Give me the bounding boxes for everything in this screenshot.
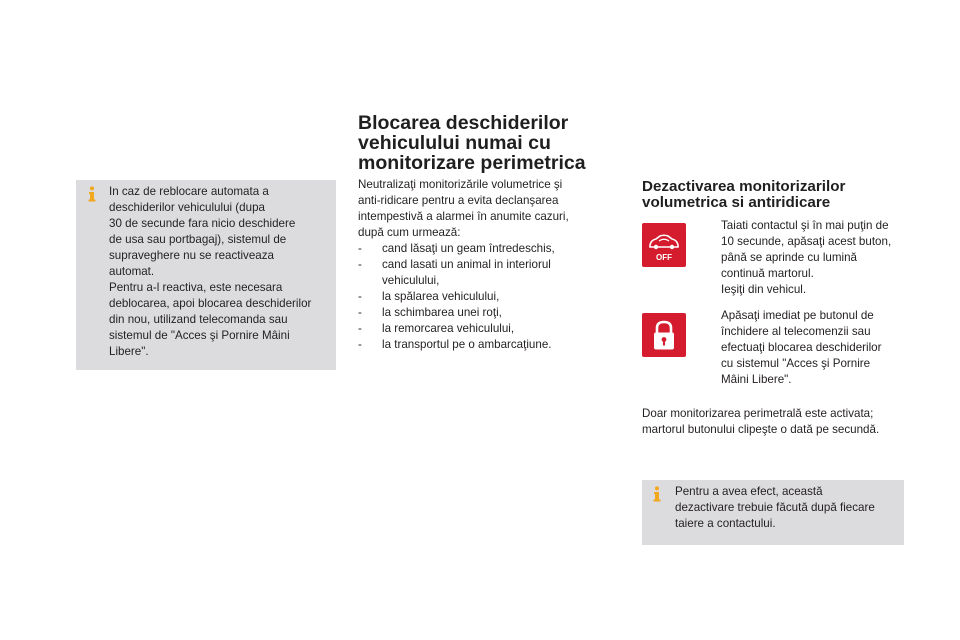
info-line: deschiderilor vehiculului (dupa (109, 201, 265, 214)
list-item (358, 241, 555, 257)
intro-text (358, 177, 569, 241)
note-line: martorul butonului clipeşte o dată pe secundă. (642, 423, 880, 436)
info-line: de usa sau portbagaj), sistemul de (109, 233, 287, 246)
steps-lock (700, 308, 881, 388)
info-text (675, 484, 875, 532)
step-line: Ieşiţi din vehicul. (721, 283, 807, 296)
list-item (358, 337, 555, 353)
title-line: monitorizare perimetrica (358, 152, 586, 174)
list-item (358, 289, 555, 305)
info-line: din nou, utilizand telecomanda sau (109, 313, 288, 326)
intro-line: intempestivă a alarmei în anumite cazuri, (358, 210, 569, 223)
step-line: efectuaţi blocarea deschiderilor (721, 341, 882, 354)
info-line: deblocarea, apoi blocarea deschiderilor (109, 297, 312, 310)
subtitle-line: Dezactivarea monitorizarilor (642, 178, 846, 195)
info-line: 30 de secunde fara nicio deschidere (109, 217, 296, 230)
info-box-reactivation (76, 180, 336, 370)
step-line: cu sistemul "Acces şi Pornire (721, 357, 871, 370)
list-item (358, 305, 555, 321)
dash-bullet: - (358, 322, 362, 335)
step-item (700, 308, 881, 388)
info-line: automat. (109, 265, 155, 278)
car-alarm-icon (642, 223, 686, 267)
info-line: sistemul de "Acces şi Pornire Mâini (109, 329, 290, 342)
lock-button-icon (642, 313, 686, 357)
list-item-line: cand lasati un animal in interiorul (382, 258, 551, 271)
list-item-line: la spălarea vehiculului, (382, 290, 500, 303)
info-icon (651, 486, 663, 502)
list-item-line: la transportul pe o ambarcaţiune. (382, 338, 552, 351)
steps-deactivate (700, 218, 891, 298)
step-line: Apăsaţi imediat pe butonul de (721, 309, 874, 322)
info-text (109, 184, 311, 360)
alarm-off-button-icon (642, 223, 686, 267)
info-line: In caz de reblocare automata a (109, 185, 269, 198)
step-item (700, 282, 891, 298)
padlock-icon (642, 313, 686, 357)
intro-line: anti-ridicare pentru a evita declanşarea (358, 194, 559, 207)
intro-line: Neutralizaţi monitorizările volumetrice şi (358, 178, 563, 191)
subtitle-line: volumetrica si antiridicare (642, 194, 831, 211)
intro-line: după cum urmează: (358, 226, 461, 239)
step-item (700, 218, 891, 282)
info-line: supraveghere nu se reactiveaza (109, 249, 274, 262)
dash-bullet: - (358, 258, 362, 271)
list-item-line: cand lăsaţi un geam întredeschis, (382, 242, 555, 255)
step-line: închidere al telecomenzii sau (721, 325, 871, 338)
note-line: Doar monitorizarea perimetrală este activata; (642, 407, 874, 420)
list-item-line: la schimbarea unei roţi, (382, 306, 502, 319)
perimeter-note (642, 406, 879, 438)
list-item (358, 321, 555, 337)
section-title (358, 113, 586, 173)
list-item (358, 257, 555, 289)
dash-bullet: - (358, 242, 362, 255)
list-item-line: vehiculului, (382, 274, 440, 287)
info-icon (86, 186, 98, 202)
step-line: 10 secunde, apăsaţi acest buton, (721, 235, 892, 248)
title-line: Blocarea deschiderilor (358, 112, 569, 134)
info-line: dezactivare trebuie făcută după fiecare (675, 501, 875, 514)
title-line: vehiculului numai cu (358, 132, 551, 154)
step-line: până se aprinde cu lumină (721, 251, 857, 264)
deactivation-title (642, 179, 845, 211)
step-line: continuă martorul. (721, 267, 814, 280)
list-item-line: la remorcarea vehiculului, (382, 322, 515, 335)
info-line: Pentru a avea efect, această (675, 485, 823, 498)
step-line: Mâini Libere". (721, 373, 792, 386)
info-line: Pentru a-l reactiva, este necesara (109, 281, 283, 294)
step-line: Taiati contactul şi în mai puţin de (721, 219, 889, 232)
dash-bullet: - (358, 290, 362, 303)
info-line: taiere a contactului. (675, 517, 776, 530)
situation-list (358, 241, 555, 353)
dash-bullet: - (358, 306, 362, 319)
info-box-effect (642, 480, 904, 545)
info-line: Libere". (109, 345, 149, 358)
dash-bullet: - (358, 338, 362, 351)
off-label: OFF (656, 253, 672, 262)
